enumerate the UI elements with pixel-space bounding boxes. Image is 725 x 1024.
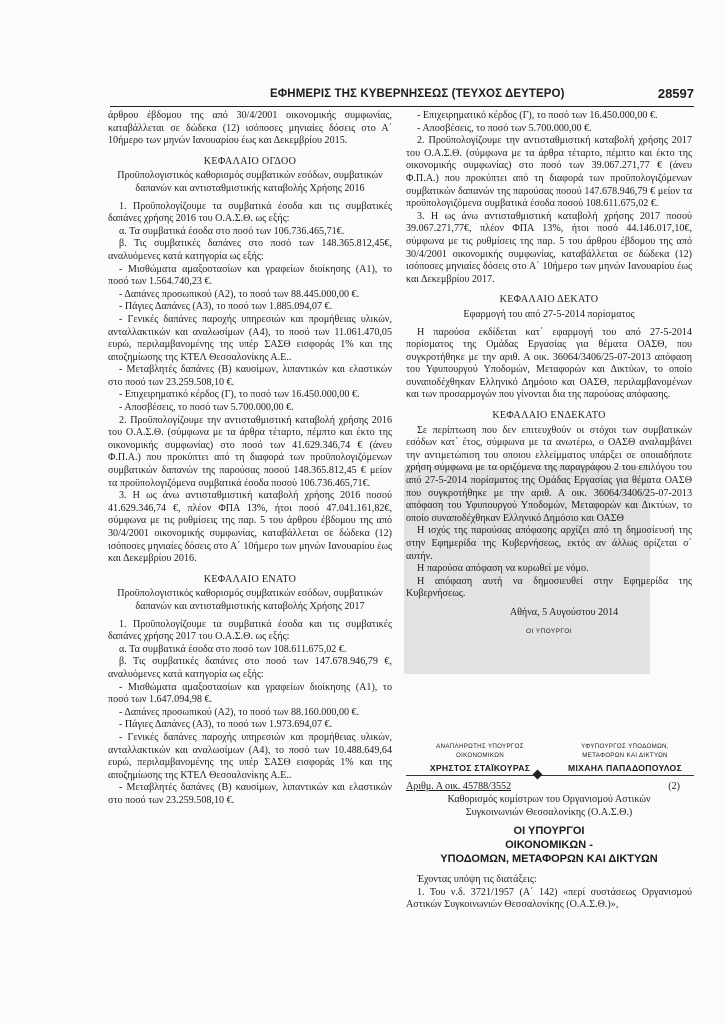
signatory-role: ΜΕΤΑΦΟΡΩΝ ΚΑΙ ΔΙΚΤΥΩΝ bbox=[582, 752, 668, 759]
continued-paragraph: άρθρου έβδομου της από 30/4/2001 οικονομικής συμφωνίας, καταβάλλεται σε δώδεκα (12) ισόποσες μηνιαίες δόσεις στο Α΄ 10ήμερο των μηνών Ιανουαρίου έως και Δεκεμβρίου 2015. bbox=[108, 110, 392, 147]
chapter-10-subtitle: Εφαρμογή του από 27-5-2014 πορίσματος bbox=[463, 308, 635, 320]
left-column bbox=[108, 110, 392, 807]
running-header bbox=[110, 86, 694, 107]
list-item: - Επιχειρηματικό κέρδος (Γ), το ποσό των 16.450.000,00 €. bbox=[119, 389, 360, 401]
signatory-name: ΧΡΗΣΤΟΣ ΣΤΑΪΚΟΥΡΑΣ bbox=[429, 763, 531, 773]
chapter-9-subtitle: Προϋπολογιστικός καθορισμός συμβατικών εσόδων, συμβατικών δαπανών και αντισταθμιστικής καταβολής Χρήσης 2017 bbox=[117, 588, 383, 612]
paragraph: Η παρούσα εκδίδεται κατ΄ εφαρμογή του από 27-5-2014 πορίσματος της Ομάδας Εργασίας για θέματα ΟΑΣΘ, που συγκροτήθηκε με την αριθ. Α οικ. 36064/3406/25-07-2013 απόφαση του Υφυπουργού Υποδομών, Μεταφορών και Δικτύων, το οποίο συναποδέχθηκαν Ελληνικό Δημόσιο και ΟΑΣΘ, περιλαμβανομένων και των προσαρμογών που γίνονται δια της παρούσας απόφασης. bbox=[406, 326, 692, 401]
paragraph: 3. Η ως άνω αντισταθμιστική καταβολή χρήσης 2017 ποσού 39.067.271,77€, πλέον ΦΠΑ 13%, ήτοι ποσό 44.146.017,10€, σύμφωνα με τις ρυθμίσεις της παρ. 5 του άρθρου έβδομου της από 30/4/2001 οικονομικής συμφωνίας, καταβάλλεται σε δώδεκα (12) ισόποσες μηνιαίες δόσεις στο Α΄ 10ήμερο των μηνών Ιανουαρίου έως και Δεκεμβρίου 2017. bbox=[406, 210, 692, 285]
paragraph: 1. Προϋπολογίζουμε τα συμβατικά έσοδα και τις συμβατικές δαπάνες χρήσης 2017 του Ο.Α.Σ.Θ. ως εξής: bbox=[108, 618, 392, 643]
ministers-label: ΟΙ ΥΠΟΥΡΓΟΙ bbox=[526, 627, 572, 635]
chapter-11-heading: ΚΕΦΑΛΑΙΟ ΕΝΔΕΚΑΤΟ bbox=[492, 410, 606, 422]
paragraph: 3. Η ως άνω αντισταθμιστική καταβολή χρήσης 2016 ποσού 41.629.346,74 €, πλέον ΦΠΑ 13%, ήτοι ποσό 47.041.161,82€, σύμφωνα με τις ρυθμίσεις της παρ. 5 του άρθρου έβδομου της από 30/4/2001 οικονομικής συμφωνίας, καταβάλλεται σε δώδεκα (12) ισόποσες μηνιαίες δόσεις στο Α΄ 10ήμερο των μηνών Ιανουαρίου έως και Δεκεμβρίου 2016. bbox=[108, 490, 392, 565]
decision-reference bbox=[406, 781, 692, 819]
list-item: - Μισθώματα αμαξοστασίων και γραφείων διοίκησης (Α1), το ποσό των 1.647.094,98 €. bbox=[108, 681, 392, 706]
paragraph: Έχοντας υπόψη τις διατάξεις: bbox=[417, 874, 537, 885]
list-item: - Γενικές δαπάνες παροχής υπηρεσιών και προμήθειας υλικών, ανταλλακτικών και αναλωσίμων (Α4), το ποσό των 10.488.649,64 ευρώ, περιλαμβανομένης της υπέρ ΣΑΣΘ εισφοράς 1% και της αποζημίωσης της ΚΤΕΛ Θεσσαλονίκης Α.Ε.. bbox=[108, 731, 392, 781]
paragraph: 1. Προϋπολογίζουμε τα συμβατικά έσοδα και τις συμβατικές δαπάνες χρήσης 2016 του Ο.Α.Σ.Θ. ως εξής: bbox=[108, 200, 392, 225]
heading-line: ΟΙ ΥΠΟΥΡΓΟΙ bbox=[513, 825, 585, 837]
chapter-10-heading: ΚΕΦΑΛΑΙΟ ΔΕΚΑΤΟ bbox=[499, 294, 599, 306]
chapter-9-heading: ΚΕΦΑΛΑΙΟ ΕΝΑΤΟ bbox=[203, 573, 297, 585]
list-item: - Πάγιες Δαπάνες (Α3), το ποσό των 1.973.694,07 €. bbox=[119, 719, 333, 731]
list-item: α. Τα συμβατικά έσοδα στο ποσό των 108.611.675,02 €. bbox=[119, 643, 347, 655]
list-item: - Δαπάνες προσωπικού (Α2), το ποσό των 88.160.000,00 €. bbox=[119, 706, 360, 718]
signature-block-finance bbox=[410, 742, 550, 773]
heading-line: ΟΙΚΟΝΟΜΙΚΩΝ - bbox=[505, 839, 593, 851]
reference-number: Αριθμ. Α οικ. 45788/3552 bbox=[406, 781, 512, 792]
list-item: - Μισθώματα αμαξοστασίων και γραφείων διοίκησης (Α1), το ποσό των 1.564.740,23 €. bbox=[108, 263, 392, 288]
right-column bbox=[406, 110, 692, 638]
chapter-8-heading: ΚΕΦΑΛΑΙΟ ΟΓΔΟΟ bbox=[203, 155, 297, 167]
signatory-role: ΑΝΑΠΛΗΡΩΤΗΣ ΥΠΟΥΡΓΟΣ bbox=[436, 743, 524, 750]
list-item: - Επιχειρηματικό κέρδος (Γ), το ποσό των 16.450.000,00 €. bbox=[417, 110, 658, 121]
list-item: - Αποσβέσεις, το ποσό των 5.700.000,00 €. bbox=[417, 122, 592, 134]
signature-block-infrastructure bbox=[556, 742, 694, 773]
signing-date: Αθήνα, 5 Αυγούστου 2014 bbox=[509, 606, 619, 618]
list-item: α. Τα συμβατικά έσοδα στο ποσό των 106.736.465,71€. bbox=[119, 225, 345, 237]
paragraph: Σε περίπτωση που δεν επιτευχθούν οι στόχοι των συμβατικών εσόδων κατ΄ έτος, σύμφωνα με τα ανωτέρω, ο ΟΑΣΘ αναλαμβάνει την αντιμετώπιση του οποιου ελλείμματος υπάρξει σε οποιαδήποτε χρήση σύμφωνα με τα οριζόμενα της παραγράφου 2 του επιλόγου του από 27-5-2014 πορίσματος της Ομάδας Εργασίας για θέματα ΟΑΣΘ που συγκροτήθηκε με την αριθ. Α οικ. 36064/3406/25-07-2013 απόφαση του Υφυπουργού Υποδομών, Μεταφορών και Δικτύων, το οποίο συναποδέχθηκαν Ελληνικό Δημόσιο και ΟΑΣΘ bbox=[406, 424, 692, 524]
paragraph: 1. Του ν.δ. 3721/1957 (Α΄ 142) «περί συστάσεως Οργανισμού Αστικών Συγκοινωνιών Θεσσαλονίκης (Ο.Α.Σ.Θ.)», bbox=[406, 886, 692, 911]
list-item: - Πάγιες Δαπάνες (Α3), το ποσό των 1.885.094,07 €. bbox=[119, 301, 333, 313]
separator-rule bbox=[406, 775, 694, 777]
chapter-8-subtitle: Προϋπολογιστικός καθορισμός συμβατικών εσόδων, συμβατικών δαπανών και αντισταθμιστικής καταβολής Χρήσης 2016 bbox=[117, 170, 383, 194]
paragraph: Η παρούσα απόφαση να κυρωθεί με νόμο. bbox=[417, 563, 589, 575]
paragraph: Η ισχύς της παρούσας απόφασης αρχίζει από τη δημοσίευσή της στην Εφημερίδα της Κυβερνήσεως, εκτός αν άλλως ορίζεται σ΄ αυτήν. bbox=[406, 525, 692, 562]
list-item: - Γενικές δαπάνες παροχής υπηρεσιών και προμήθειας υλικών, ανταλλακτικών και αναλωσίμων (Α4), το ποσό των 11.061.470,05 ευρώ, περιλαμβανομένης της υπέρ ΣΑΣΘ εισφοράς 1% και της αποζημίωσης της ΚΤΕΛ Θεσσαλονίκης Α.Ε.. bbox=[108, 313, 392, 363]
signatory-role: ΥΦΥΠΟΥΡΓΟΣ ΥΠΟΔΟΜΩΝ, bbox=[581, 743, 669, 750]
decision-title: Καθορισμός κομίστρων του Οργανισμού Αστικών Συγκοινωνιών Θεσσαλονίκης (Ο.Α.Σ.Θ.) bbox=[447, 794, 651, 818]
list-item: - Δαπάνες προσωπικού (Α2), το ποσό των 88.445.000,00 €. bbox=[119, 288, 360, 300]
list-item: - Αποσβέσεις, το ποσό των 5.700.000,00 €. bbox=[119, 402, 294, 414]
paragraph: Η απόφαση αυτή να δημοσιευθεί στην Εφημερίδα της Κυβερνήσεως. bbox=[406, 575, 692, 600]
considering-section bbox=[406, 874, 692, 912]
page-number: 28597 bbox=[657, 86, 694, 101]
list-item: β. Τις συμβατικές δαπάνες στο ποσό των 148.365.812,45€, αναλυόμενες κατά κατηγορία ως εξής: bbox=[108, 238, 392, 262]
list-item: - Μεταβλητές δαπάνες (Β) καυσίμων, λιπαντικών και ελαστικών στο ποσό των 23.259.508,10 €. bbox=[108, 782, 392, 806]
paragraph: 2. Προϋπολογίζουμε την αντισταθμιστική καταβολή χρήσης 2017 του Ο.Α.Σ.Θ. (σύμφωνα με τα άρθρα τέταρτο, πέμπτο και έκτο της οικονομικής συμφωνίας) στο ποσό των 39.067.271,77 € (άνευ Φ.Π.Α.) που προκύπτει από τη διαφορά των προϋπολογιζόμενων συμβατικών δαπανών της παρούσας ποσού 147.678.946,79 € μείον τα προϋπολογιζόμενα συμβατικά έσοδα ποσού 108.611.675,02 €. bbox=[406, 135, 692, 210]
gazette-title: ΕΦΗΜΕΡΙΣ ΤΗΣ ΚΥΒΕΡΝΗΣΕΩΣ (ΤΕΥΧΟΣ ΔΕΥΤΕΡΟ) bbox=[270, 88, 565, 100]
signatory-name: ΜΙΧΑΗΛ ΠΑΠΑΔΟΠΟΥΛΟΣ bbox=[568, 763, 682, 773]
paragraph: 2. Προϋπολογίζουμε την αντισταθμιστική καταβολή χρήσης 2016 του Ο.Α.Σ.Θ. (σύμφωνα με τα άρθρα τέταρτο, πέμπτο και έκτο της οικονομικής συμφωνίας) στο ποσό των 41.629.346,74 € (άνευ Φ.Π.Α.) που προκύπτει από τη διαφορά των προϋπολογιζόμενων συμβατικών δαπανών της παρούσας ποσού 148.365.812,45 € μείον τα προϋπολογιζόμενα συμβατικά έσοδα ποσού 106.736.465,71€. bbox=[108, 414, 392, 489]
ministers-heading bbox=[406, 824, 692, 866]
list-item: - Μεταβλητές δαπάνες (Β) καυσίμων, λιπαντικών και ελαστικών στο ποσό των 23.259.508,10 €. bbox=[108, 364, 392, 388]
heading-line: ΥΠΟΔΟΜΩΝ, ΜΕΤΑΦΟΡΩΝ ΚΑΙ ΔΙΚΤΥΩΝ bbox=[440, 853, 658, 865]
reference-index: (2) bbox=[668, 781, 680, 792]
list-item: β. Τις συμβατικές δαπάνες στο ποσό των 147.678.946,79 €, αναλυόμενες κατά κατηγορία ως εξής: bbox=[108, 656, 392, 680]
signatory-role: ΟΙΚΟΝΟΜΙΚΩΝ bbox=[456, 752, 504, 759]
